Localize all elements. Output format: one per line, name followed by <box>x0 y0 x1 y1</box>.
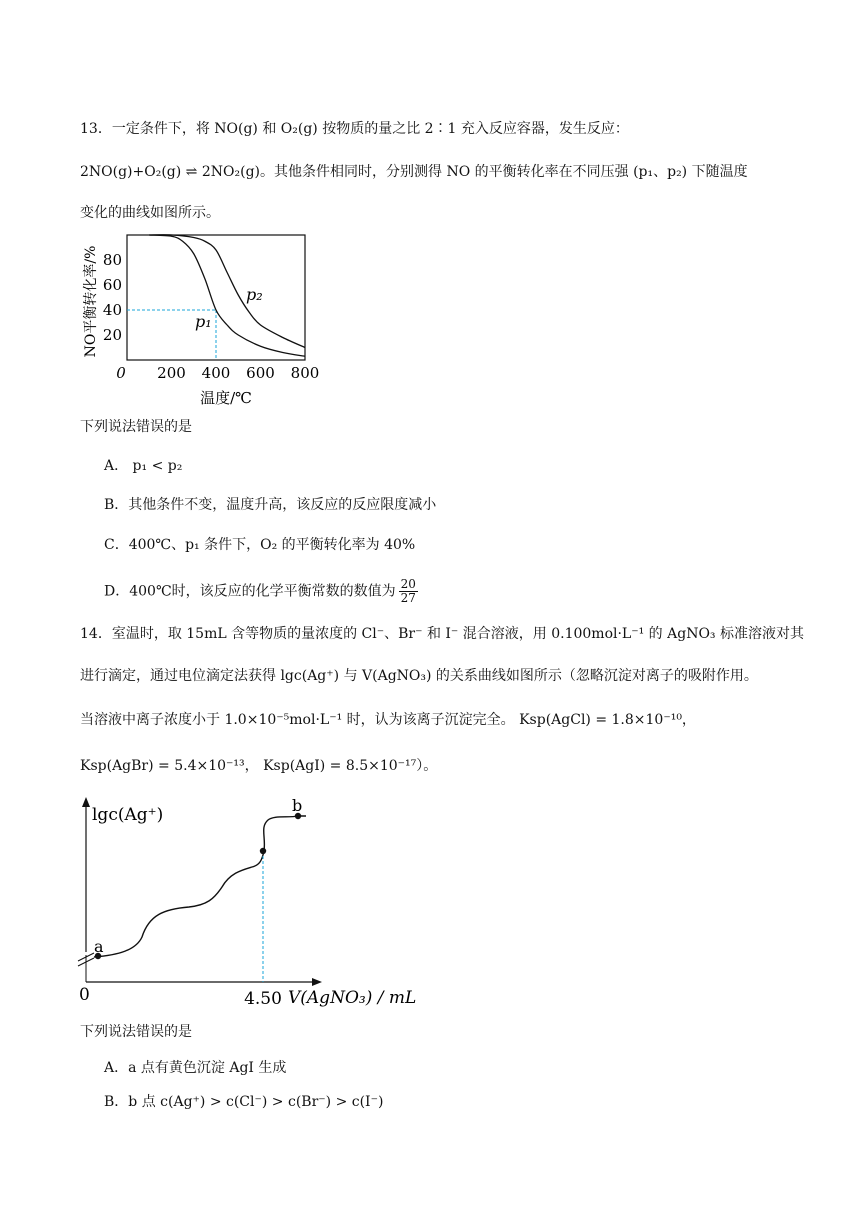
x-tick-label: 0 <box>79 985 90 1005</box>
series-label-p2: p₂ <box>246 285 263 304</box>
x-tick-label: 800 <box>290 364 320 382</box>
q13-stem-line2: 2NO(g)+O₂(g) ⇌ 2NO₂(g)。其他条件相同时，分别测得 NO 的平衡转化率在不同压强 (p₁、p₂) 下随温度 <box>80 164 748 180</box>
fraction-numerator: 20 <box>400 577 416 591</box>
q13-stem-line1: 13．一定条件下，将 NO(g) 和 O₂(g) 按物质的量之比 2∶1 充入反应容器，发生反应： <box>80 121 629 137</box>
chart1-plot <box>83 235 319 407</box>
chart-conversion-vs-temperature <box>78 226 328 412</box>
x-tick-label: 0 <box>116 364 126 382</box>
y-tick-label: 40 <box>102 301 122 319</box>
q13-option-b: B．其他条件不变，温度升高，该反应的反应限度减小 <box>104 497 437 513</box>
q14-stem-line1: 14．室温时，取 15mL 含等物质的量浓度的 Cl⁻、Br⁻ 和 I⁻ 混合溶液，用 0.100mol·L⁻¹ 的 AgNO₃ 标准溶液对其 <box>80 626 804 642</box>
q13-option-d <box>104 578 418 605</box>
q13-stem-line3: 变化的曲线如图所示。 <box>80 205 220 221</box>
y-tick-label: 20 <box>102 326 122 344</box>
y-axis-arrow <box>82 797 90 807</box>
point-a-label: a <box>94 937 104 956</box>
y-axis-label: NO平衡转化率/% <box>83 245 99 358</box>
q13-option-a: A． p₁ < p₂ <box>104 458 183 474</box>
x-tick-label: 4.50 <box>244 989 282 1009</box>
chart-titration-curve <box>74 795 424 1010</box>
series-label-p1: p₁ <box>195 312 212 331</box>
series-line-p2 <box>149 235 305 348</box>
series-line-p1 <box>149 235 305 356</box>
q13-option-d-text: D．400℃时，该反应的化学平衡常数的数值为 <box>104 583 396 600</box>
equivalence-point <box>260 848 266 854</box>
y-tick-label: 60 <box>102 276 122 294</box>
x-axis-arrow <box>312 978 322 986</box>
q14-prompt: 下列说法错误的是 <box>80 1024 192 1040</box>
x-tick-label: 600 <box>246 364 275 382</box>
fraction-denominator: 27 <box>400 591 416 605</box>
x-axis-label: 温度/℃ <box>200 389 252 407</box>
q13-option-c: C．400℃、p₁ 条件下，O₂ 的平衡转化率为 40% <box>104 537 416 553</box>
q14-option-a: A．a 点有黄色沉淀 AgI 生成 <box>104 1060 287 1076</box>
chart2-plot <box>78 796 416 1009</box>
fraction <box>399 578 418 605</box>
point-b-label: b <box>292 796 303 815</box>
x-tick-label: 200 <box>157 364 186 382</box>
q14-stem-line2: 进行滴定，通过电位滴定法获得 lgc(Ag⁺) 与 V(AgNO₃) 的关系曲线如图所示（忽略沉淀对离子的吸附作用。 <box>80 668 758 684</box>
y-axis-label: lgc(Ag⁺) <box>92 805 164 825</box>
titration-curve <box>94 816 306 957</box>
y-tick-label: 80 <box>102 251 122 269</box>
q13-prompt: 下列说法错误的是 <box>80 419 192 435</box>
x-axis-label: V(AgNO₃) / mL <box>288 988 417 1008</box>
q14-stem-line3: 当溶液中离子浓度小于 1.0×10⁻⁵mol·L⁻¹ 时，认为该离子沉淀完全。 Ksp(AgCl) = 1.8×10⁻¹⁰， <box>80 712 696 728</box>
x-tick-label: 400 <box>201 364 231 382</box>
q14-stem-line4: Ksp(AgBr) = 5.4×10⁻¹³， Ksp(AgI) = 8.5×10⁻¹⁷）。 <box>80 758 438 774</box>
q14-option-b: B．b 点 c(Ag⁺) > c(Cl⁻) > c(Br⁻) > c(I⁻) <box>104 1094 384 1110</box>
